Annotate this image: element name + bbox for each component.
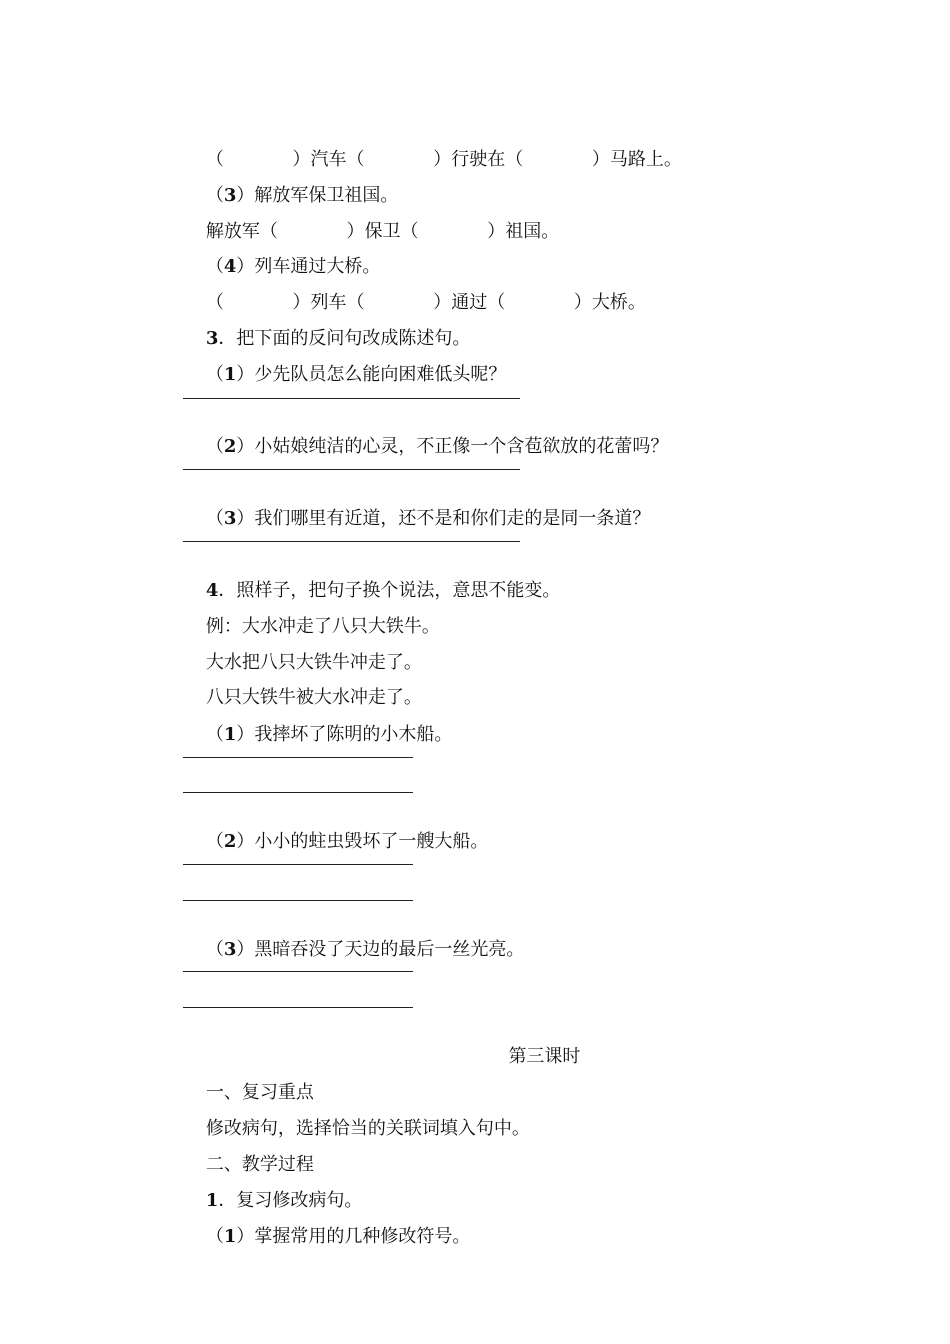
body-text: 修改病句，选择恰当的关联词填入句中。 (205, 1118, 530, 1139)
answer-line[interactable] (183, 792, 413, 793)
subsection-heading: 一、复习重点 (205, 1082, 314, 1103)
item-close-paren: ） (236, 364, 255, 385)
exercise-sentence: 小姑娘纯洁的心灵，不正像一个含苞欲放的花蕾吗？ (254, 436, 669, 457)
exercise-sentence: 列车通过大桥。 (254, 256, 381, 277)
item-open-paren: （ (205, 724, 224, 745)
item-open-paren: （ (205, 436, 224, 457)
text-line (183, 1204, 470, 1270)
answer-line[interactable] (183, 398, 520, 399)
text-line (183, 917, 524, 983)
item-number: 4 (223, 256, 237, 277)
item-number: 1 (223, 364, 237, 385)
section-number: 3 (205, 328, 219, 349)
section-title: ．复习修改病句。 (218, 1190, 363, 1211)
example-sentence: 例：大水冲走了八只大铁牛。 (205, 616, 440, 637)
item-close-paren: ） (236, 185, 255, 206)
item-close-paren: ） (236, 508, 255, 529)
item-open-paren: （ (205, 1226, 224, 1247)
example-sentence-bei: 八只大铁牛被大水冲走了。 (205, 687, 422, 708)
section-title: ．照样子，把句子换个说法，意思不能变。 (218, 580, 561, 601)
fill-blank-sentence-army: 解放军（ ）保卫（ ）祖国。 (205, 221, 560, 242)
subsection-heading: 二、教学过程 (205, 1154, 314, 1175)
fill-blank-sentence-train: （ ）列车（ ）通过（ ）大桥。 (205, 292, 646, 313)
text-line (183, 809, 488, 875)
text-line (183, 486, 650, 552)
section-title: ．把下面的反问句改成陈述句。 (218, 328, 471, 349)
item-open-paren: （ (205, 831, 224, 852)
section-number: 1 (205, 1190, 219, 1211)
item-open-paren: （ (205, 508, 224, 529)
example-sentence-ba: 大水把八只大铁牛冲走了。 (205, 652, 422, 673)
item-open-paren: （ (205, 185, 224, 206)
exercise-sentence: 我们哪里有近道，还不是和你们走的是同一条道？ (254, 508, 651, 529)
item-number: 1 (223, 1226, 237, 1247)
item-close-paren: ） (236, 831, 255, 852)
text-line (183, 702, 452, 768)
text-line (183, 414, 668, 480)
item-number: 3 (223, 185, 237, 206)
answer-line[interactable] (183, 1007, 413, 1008)
exercise-sentence: 黑暗吞没了天边的最后一丝光亮。 (254, 939, 525, 960)
item-open-paren: （ (205, 364, 224, 385)
lesson-title-text: 第三课时 (508, 1046, 581, 1067)
item-close-paren: ） (236, 436, 255, 457)
item-close-paren: ） (236, 724, 255, 745)
answer-line[interactable] (183, 864, 413, 865)
item-close-paren: ） (236, 1226, 255, 1247)
item-number: 3 (223, 939, 237, 960)
lesson-title (0, 1024, 950, 1090)
answer-line[interactable] (183, 971, 413, 972)
section-number: 4 (205, 580, 219, 601)
item-open-paren: （ (205, 939, 224, 960)
body-text: 掌握常用的几种修改符号。 (254, 1226, 471, 1247)
exercise-sentence: 小小的蛀虫毁坏了一艘大船。 (254, 831, 489, 852)
exercise-sentence: 解放军保卫祖国。 (254, 185, 399, 206)
item-number: 2 (223, 831, 237, 852)
item-number: 1 (223, 724, 237, 745)
answer-line[interactable] (183, 757, 413, 758)
fill-blank-sentence-car: （ ）汽车（ ）行驶在（ ）马路上。 (205, 149, 682, 170)
answer-line[interactable] (183, 469, 520, 470)
exercise-sentence: 我摔坏了陈明的小木船。 (254, 724, 453, 745)
answer-line[interactable] (183, 900, 413, 901)
item-close-paren: ） (236, 256, 255, 277)
item-close-paren: ） (236, 939, 255, 960)
item-open-paren: （ (205, 256, 224, 277)
answer-line[interactable] (183, 541, 520, 542)
item-number: 3 (223, 508, 237, 529)
exercise-sentence: 少先队员怎么能向困难低头呢？ (254, 364, 507, 385)
item-number: 2 (223, 436, 237, 457)
